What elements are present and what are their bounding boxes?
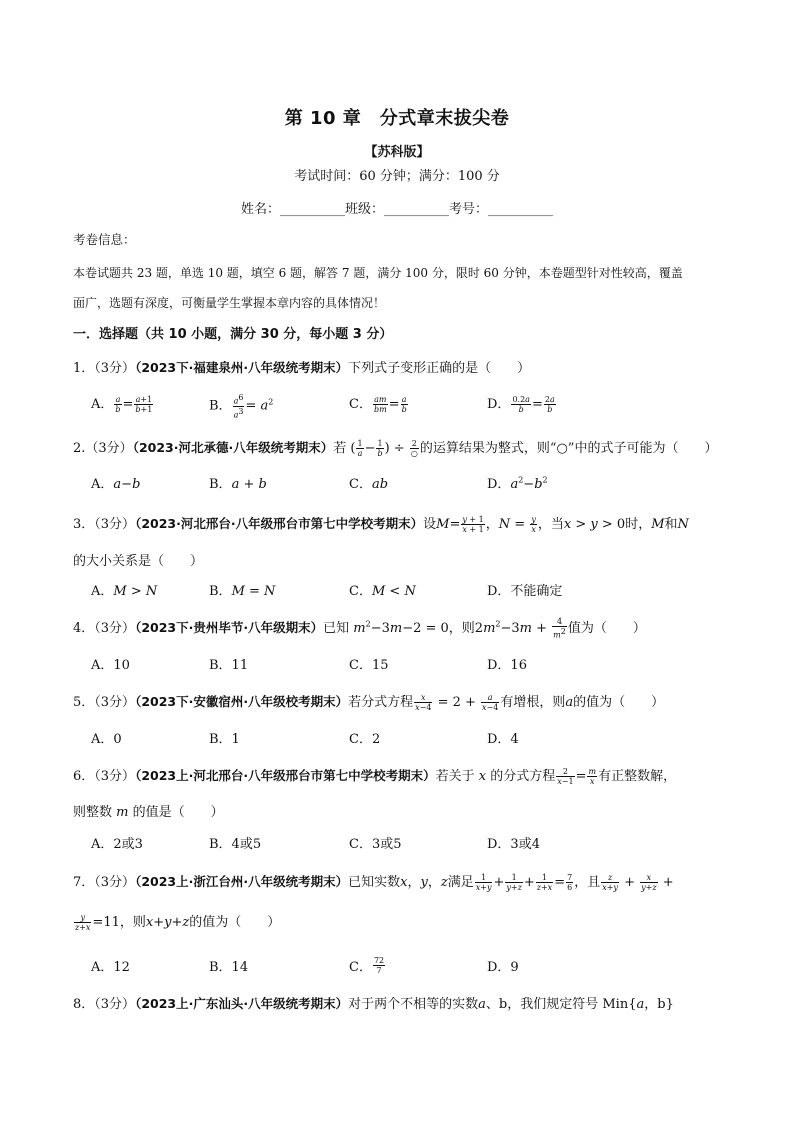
- question-3-line-2: 的大小关系是（ ）: [73, 554, 204, 569]
- option-d[interactable]: D．16: [487, 658, 527, 673]
- question-7-options: [91, 956, 691, 976]
- intro-line-1: 本卷试题共 23 题，单选 10 题，填空 6 题，解答 7 题，满分 100 分，限时 60 分钟，本卷题型针对性较高，覆盖: [73, 266, 683, 280]
- option-c[interactable]: C．2: [349, 732, 381, 747]
- question-7-line-2: $\frac{y}{z+x}$ =11，则x+y+z的值为（ ）: [75, 913, 281, 932]
- option-d[interactable]: D．4: [487, 732, 519, 747]
- option-c[interactable]: C． $\frac{72}{7}$: [349, 956, 385, 975]
- option-d[interactable]: D．不能确定: [487, 584, 563, 599]
- edition-label: 【苏科版】: [364, 145, 430, 160]
- question-source: （2023上·广东汕头·八年级统考期末）: [135, 996, 349, 1011]
- question-source: （2023·河北邢台·八年级邢台市第七中学校考期末）: [135, 516, 424, 531]
- question-6: 6．（3分）（2023上·河北邢台·八年级邢台市第七中学校考期末）若关于 x 的分式方程 $\frac{2}{x-1}$ = $\frac{m}{x}$ 有正整数解，: [73, 767, 677, 786]
- question-source: （2023下·福建泉州·八年级统考期末）: [135, 360, 349, 375]
- option-a[interactable]: A． $\frac{a}{b}$ = $\frac{a+1}{b+1}$: [91, 395, 153, 414]
- question-5-options: [91, 728, 691, 748]
- option-d[interactable]: D．$a^2-b^2$: [487, 475, 548, 492]
- option-b[interactable]: B．a + b: [209, 477, 267, 492]
- option-d[interactable]: D． $\frac{0.2a}{b}$ = $\frac{2a}{b}$: [487, 395, 555, 414]
- intro-label: 考卷信息：: [73, 232, 136, 247]
- question-1: 1．（3分）（2023下·福建泉州·八年级统考期末）下列式子变形正确的是（ ）: [73, 360, 531, 376]
- question-source: （2023下·安徽宿州·八年级校考期末）: [135, 694, 349, 709]
- question-source: （2023·河北承德·八年级统考期末）: [132, 440, 334, 455]
- option-c[interactable]: C．M < N: [349, 584, 416, 599]
- intro-line-2: 面广，选题有深度，可衡量学生掌握本章内容的具体情况！: [73, 296, 386, 310]
- question-2-options: [91, 473, 691, 493]
- option-a[interactable]: A．10: [91, 658, 130, 673]
- option-c[interactable]: C．ab: [349, 477, 389, 492]
- option-a[interactable]: A．2或3: [91, 837, 143, 852]
- option-b[interactable]: B．1: [209, 732, 240, 747]
- question-5: 5．（3分）（2023下·安徽宿州·八年级校考期末）若分式方程 $\frac{x}{x-4}$ = 2 + $\frac{a}{x-4}$ 有增根，则a的值为（ ）: [73, 693, 665, 712]
- page-title: 第 10 章 分式章末拔尖卷: [284, 108, 510, 129]
- question-1-options: [91, 393, 691, 420]
- option-b[interactable]: B．11: [209, 658, 249, 673]
- section-title: 一．选择题（共 10 小题，满分 30 分，每小题 3 分）: [73, 327, 393, 342]
- question-source: （2023上·河北邢台·八年级邢台市第七中学校考期末）: [135, 768, 436, 783]
- option-a[interactable]: A．12: [91, 960, 130, 975]
- option-a[interactable]: A．M > N: [91, 584, 158, 599]
- option-d[interactable]: D．9: [487, 960, 519, 975]
- option-b[interactable]: B． $\frac{a^6}{a^3}$ = $a^2$: [209, 393, 274, 420]
- question-source: （2023上·浙江台州·八年级统考期末）: [135, 874, 349, 889]
- option-b[interactable]: B．14: [209, 960, 249, 975]
- question-source: （2023下·贵州毕节·八年级期末）: [135, 620, 324, 635]
- question-2: 2.（3分）（2023·河北承德·八年级统考期末）若 ( $\frac{1}{a}$ − $\frac{1}{b}$ ) ÷ $\frac{2}{○}$ 的运算结果为整式，则“○”中的式子可能为（ ）: [73, 439, 718, 458]
- exam-time-score: 考试时间：60 分钟；满分：100 分: [294, 169, 500, 184]
- question-8: 8．（3分）（2023上·广东汕头·八年级统考期末）对于两个不相等的实数a、b，我们规定符号 Min{a，b}: [73, 996, 674, 1012]
- question-4: 4．（3分）（2023下·贵州毕节·八年级期末）已知 $m^2-3m-2 = 0$，则$2m^2-3m$ + $\frac{4}{m^2}$ 值为（ ）: [73, 617, 646, 640]
- option-a[interactable]: A．a−b: [91, 477, 141, 492]
- intro-text: [73, 258, 723, 318]
- option-c[interactable]: C．3或5: [349, 837, 402, 852]
- question-6-options: [91, 833, 691, 853]
- question-6-line-2: 则整数 m 的值是（ ）: [73, 805, 224, 820]
- option-b[interactable]: B．M = N: [209, 584, 276, 599]
- option-a[interactable]: A．0: [91, 732, 122, 747]
- student-identity-fields: 姓名：__________班级：__________考号：__________: [240, 202, 553, 217]
- question-3-options: [91, 580, 691, 600]
- option-b[interactable]: B．4或5: [209, 837, 262, 852]
- question-4-options: [91, 654, 691, 674]
- option-c[interactable]: C．15: [349, 658, 389, 673]
- question-3: 3．（3分）（2023·河北邢台·八年级邢台市第七中学校考期末）设M= $\frac{y + 1}{x + 1}$ ，N = $\frac{y}{x}$ ，当x > y > 0时，M和N: [73, 515, 689, 534]
- option-d[interactable]: D．3或4: [487, 837, 540, 852]
- option-c[interactable]: C． $\frac{am}{bm}$ = $\frac{a}{b}$: [349, 395, 407, 414]
- question-7: 7．（3分）（2023上·浙江台州·八年级统考期末）已知实数x，y，z满足 $\frac{1}{x+y}$ + $\frac{1}{y+z}$ + $\frac{1}{z+x}$ = $\frac{7}{6}$ ，且 $\frac{z}{x+y}$ + $\frac{x}{y+z}$ +: [73, 873, 674, 892]
